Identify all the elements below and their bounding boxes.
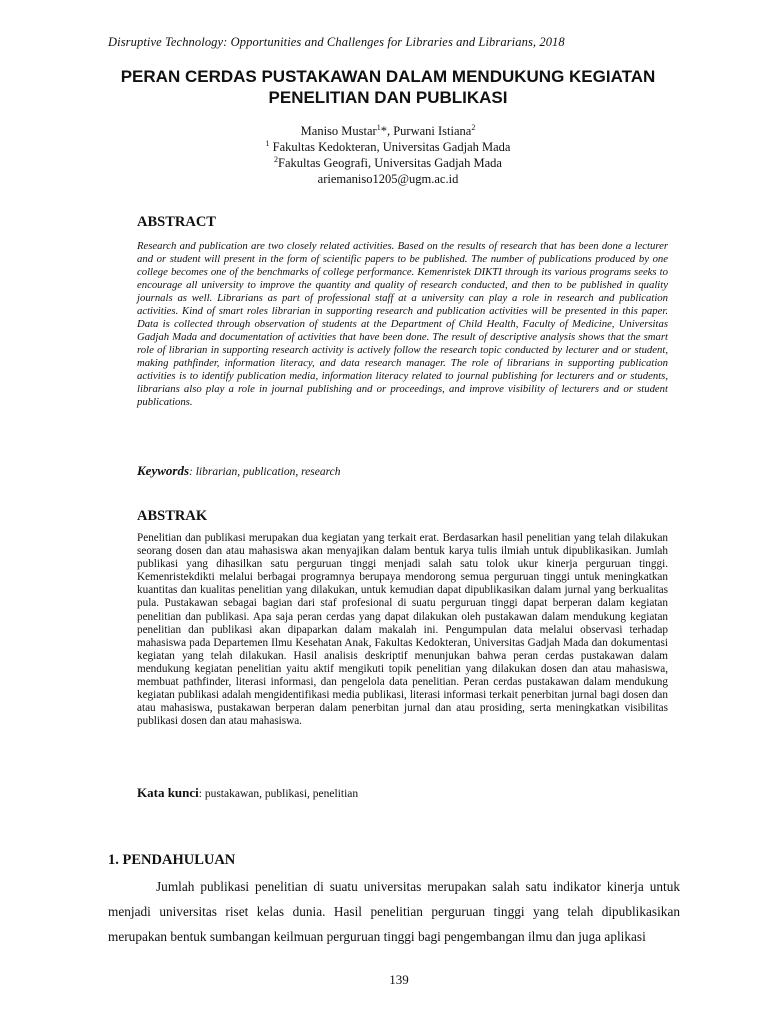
abstract-body: Research and publication are two closely related activities. Based on the results of research that has been done a lecturer and or student will present in the form of scientific papers to be published. The number of publications produced by one college becomes one of the benchmarks of college performance. Kemenristek DIKTI through its various programs seeks to encourage all university to improve the quantity and quality of research conducted, and then to be published in quality journals as well. Librarians as part of professional staff at a university can play a role in research and publication activities. Kind of smart roles librarian in supporting research and publication activities will be presented in this paper. Data is collected through observation of students at the Department of Child Health, Faculty of Medicine, Universitas Gadjah Mada and documentation of activities that have been done. The result of descriptive analysis shows that the smart role of librarian in supporting research activity is actively follow the research topic conducted by lecturer and or student, making pathfinder, information literacy, and data research manager. The role of librarians in supporting publication activities is to identify publication media, information literacy related to journal publishing for lecturers and or students, librarians also play a role in journal publishing and or proceedings, and improve visibility of lecturers and or student publications.: [137, 240, 668, 408]
running-header: Disruptive Technology: Opportunities and Challenges for Libraries and Librarians, 2018: [108, 35, 565, 49]
affiliation-1-sup: 1: [265, 139, 270, 148]
section-heading-pendahuluan: 1. PENDAHULUAN: [108, 852, 236, 868]
keywords-line: [137, 463, 668, 479]
abstrak-heading: ABSTRAK: [137, 508, 208, 524]
affiliation-2-text: Fakultas Geografi, Universitas Gadjah Mada: [278, 156, 502, 170]
abstract-heading: ABSTRACT: [137, 214, 216, 230]
kata-kunci-label: Kata kunci: [137, 785, 199, 800]
author-2-name: Purwani Istiana: [393, 124, 472, 138]
author-1-name: Maniso Mustar: [300, 124, 377, 138]
author-names: [96, 123, 680, 139]
title-line-2: PENELITIAN DAN PUBLIKASI: [268, 88, 508, 107]
paper-title: [96, 66, 680, 108]
keywords-value: : librarian, publication, research: [189, 466, 341, 478]
keywords-label: Keywords: [137, 463, 189, 478]
author-1-mark: *,: [380, 124, 394, 138]
author-block: [96, 123, 680, 187]
abstrak-body: Penelitian dan publikasi merupakan dua kegiatan yang terkait erat. Berdasarkan hasil penelitian yang telah dilakukan seorang dosen dan atau mahasiswa akan menyajikan dalam bentuk karya tulis ilmiah untuk dipublikasikan. Jumlah publikasi yang dihasilkan satu perguruan tinggi menjadi salah satu tolok ukur kinerja perguruan tinggi. Kemenristekdikti melalui berbagai programnya berupaya mendorong semua perguruan tinggi untuk meningkatkan kuantitas dan kualitas penelitian yang dilakukan, untuk kemudian dapat dipublikasikan dalam jurnal yang berkualitas pula. Pustakawan sebagai bagian dari staf profesional di suatu perguruan tinggi dapat berperan dalam kegiatan penelitian dan publikasi. Apa saja peran cerdas yang dapat dilakukan oleh pustakawan dalam mendukung kegiatan penelitian dan publikasi akan dipaparkan dalam makalah ini. Pengumpulan data melalui observasi terhadap mahasiswa pada Departemen Ilmu Kesehatan Anak, Fakultas Kedokteran, Universitas Gadjah Mada dan dokumentasi kegiatan yang telah dilakukan. Hasil analisis deskriptif menunjukan bahwa peran cerdas pustakawan dalam mendukung kegiatan penelitian yaitu aktif mengikuti topik penelitian yang dilakukan dosen dan atau mahasiswa, membuat pathfinder, literasi informasi, dan pengelola data penelitian. Peran cerdas pustakawan dalam mendukung kegiatan publikasi adalah mengidentifikasi media publikasi, literasi informasi terkait penerbitan jurnal bagi dosen dan atau mahasiswa, pustakawan berperan dalam penerbitan jurnal dan atau prosiding, serta meningkatkan visibilitas publikasi dosen dan atau mahasiswa.: [137, 532, 668, 728]
page-number: 139: [389, 972, 409, 987]
affiliation-1-text: Fakultas Kedokteran, Universitas Gadjah Mada: [269, 140, 511, 154]
author-email: ariemaniso1205@ugm.ac.id: [317, 172, 459, 186]
kata-kunci-line: [137, 785, 668, 801]
section-body-pendahuluan: Jumlah publikasi penelitian di suatu universitas merupakan salah satu indikator kinerja untuk menjadi universitas riset kelas dunia. Hasil penelitian perguruan tinggi yang telah dipublikasikan merupakan bentuk sumbangan keilmuan perguruan tinggi bagi pengembangan ilmu dan juga aplikasi: [108, 879, 680, 944]
affiliation-1: [96, 139, 680, 155]
affiliation-2: [96, 155, 680, 171]
author-1-sup: 1: [376, 123, 381, 132]
title-line-1: PERAN CERDAS PUSTAKAWAN DALAM MENDUKUNG KEGIATAN: [120, 67, 656, 86]
affiliation-2-sup: 2: [274, 155, 279, 164]
author-2-sup: 2: [471, 123, 476, 132]
kata-kunci-value: : pustakawan, publikasi, penelitian: [198, 788, 359, 800]
